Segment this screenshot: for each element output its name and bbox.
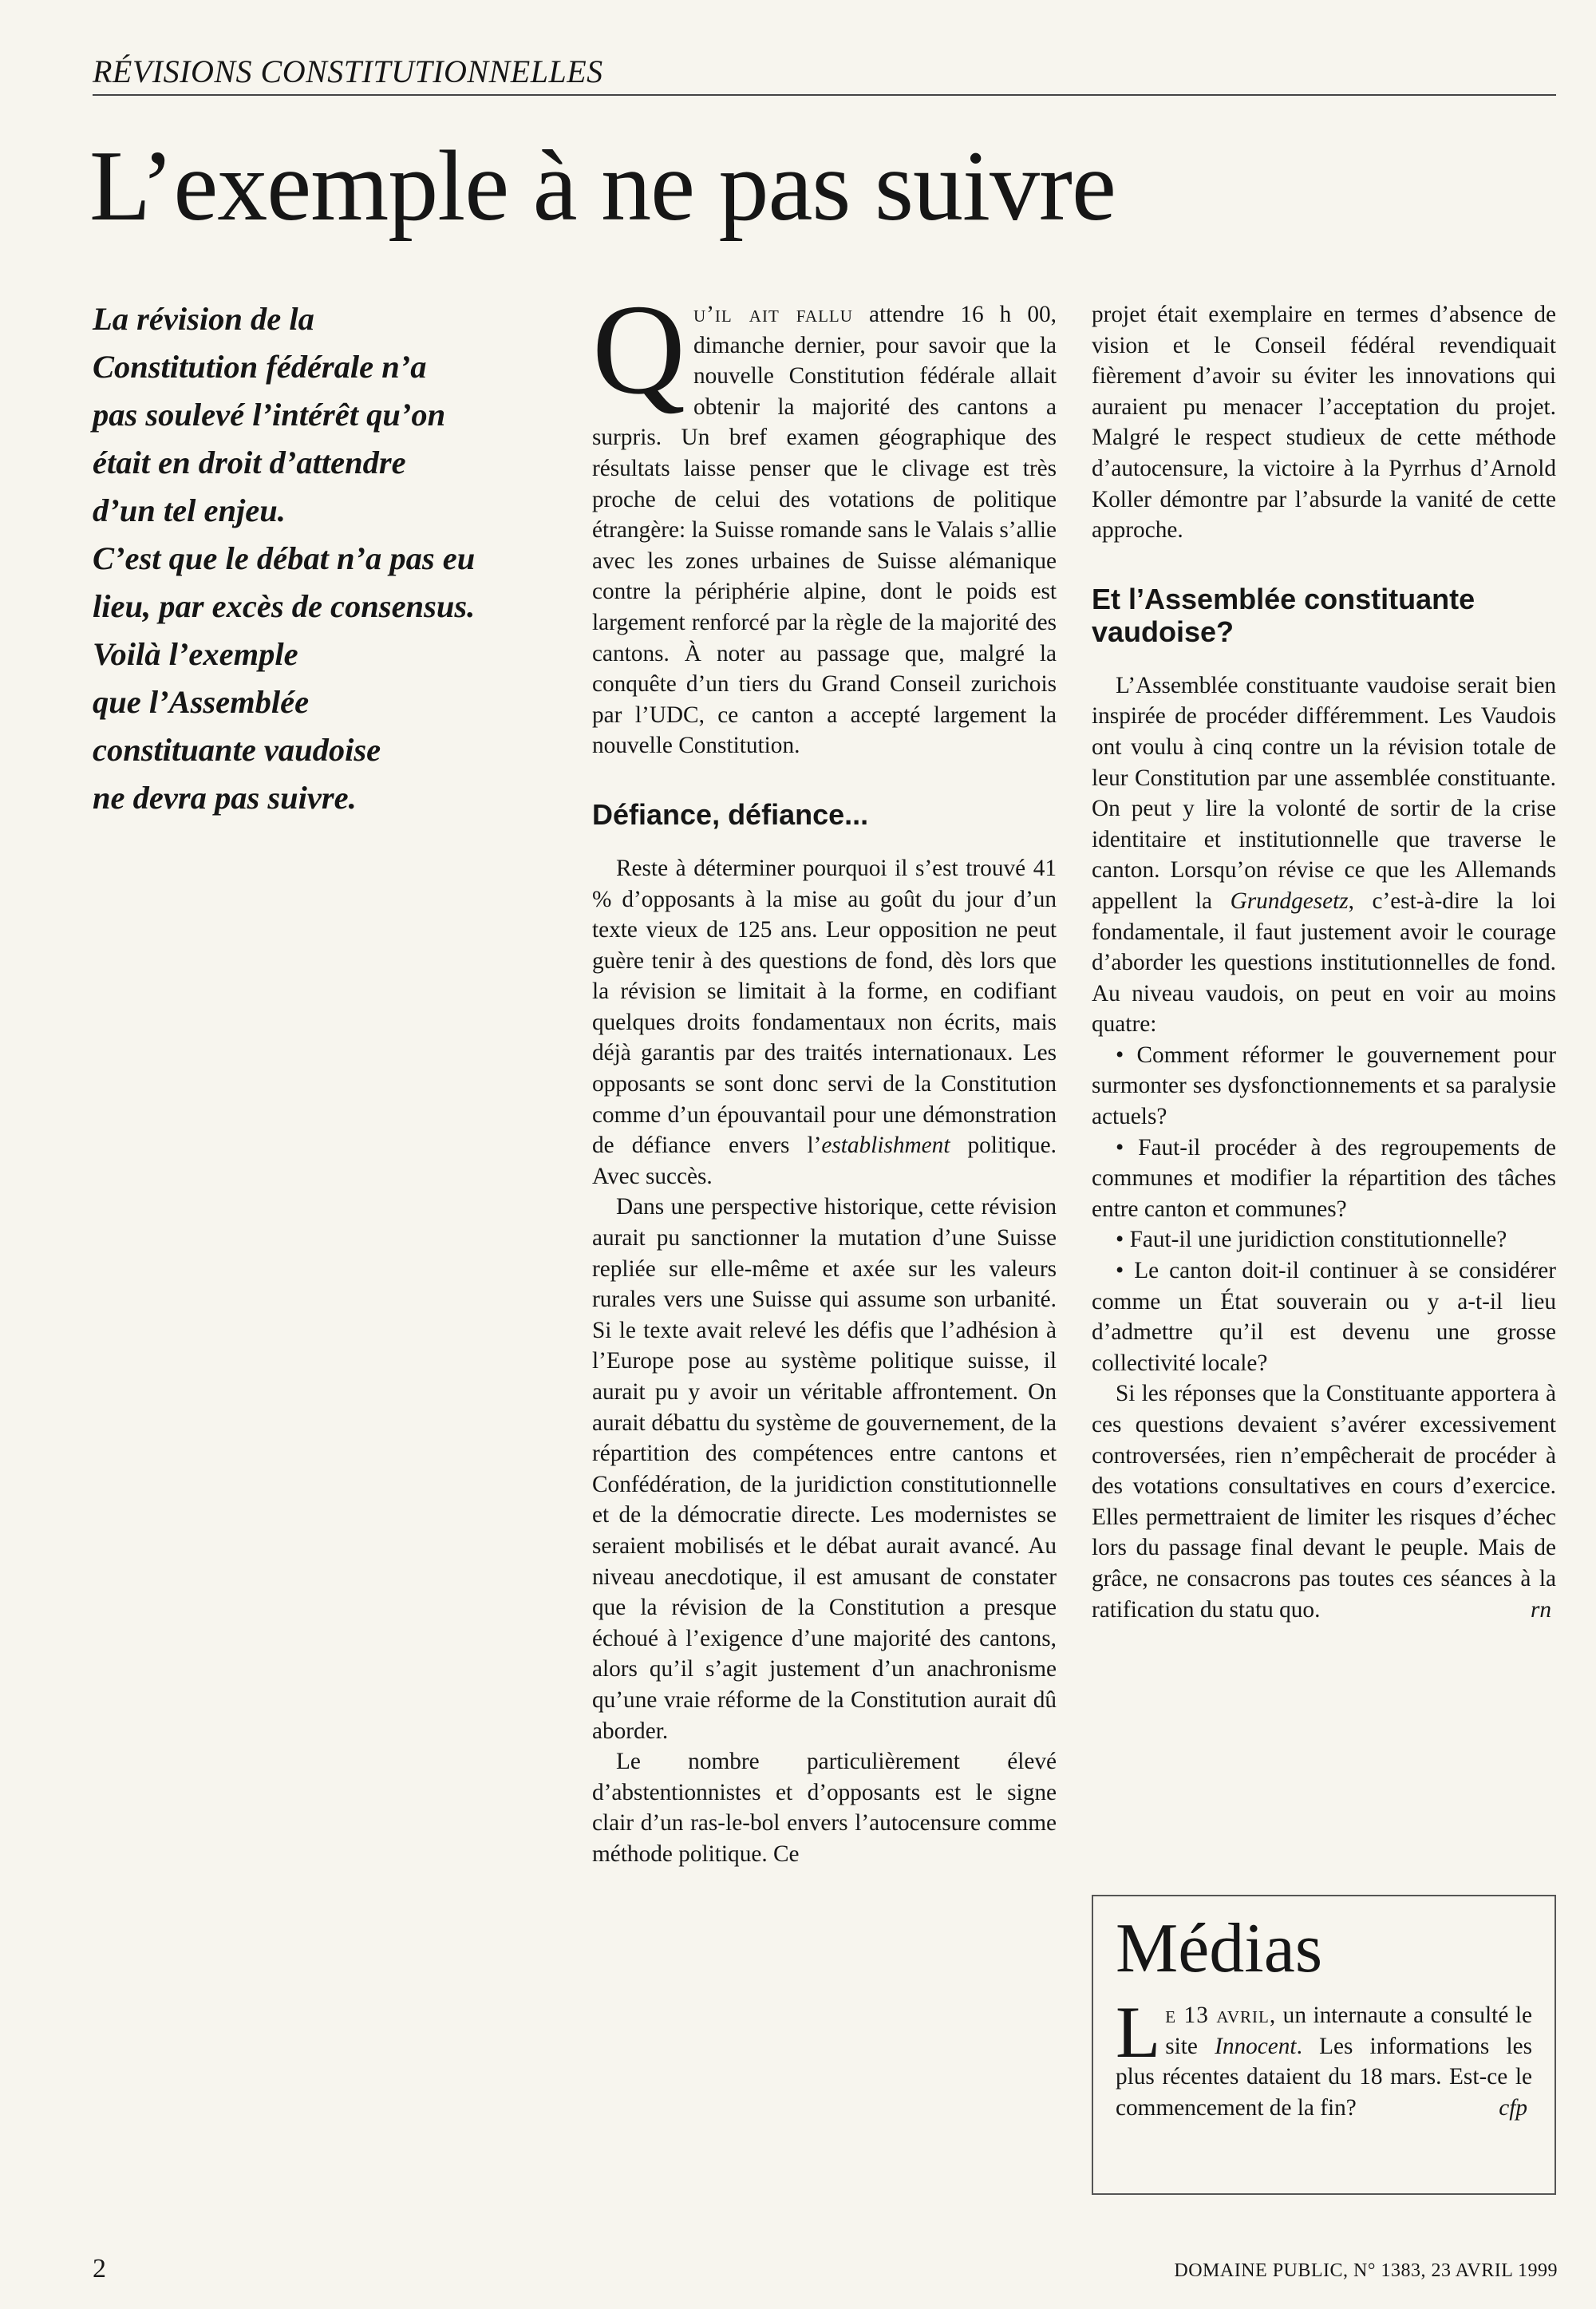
body-paragraph: [1092, 670, 1556, 1040]
bullet-item: • Faut-il une juridiction constitutionnelle?: [1116, 1227, 1507, 1253]
text-run: un internaute a consulté le site: [1165, 2003, 1532, 2059]
text-run: politique. Avec succès.: [592, 1133, 1057, 1189]
subheading-defiance: Défiance, défiance...: [592, 797, 869, 831]
lead-smallcaps: u’il ait fallu: [693, 302, 853, 327]
subheading-assemblee: Et l’Assemblée constituante vaudoise?: [1092, 582, 1476, 648]
box-title: Médias: [1116, 1910, 1323, 1987]
article-column-1: [592, 279, 1057, 1870]
lead-paragraph: [592, 279, 1057, 761]
body-paragraph: [592, 853, 1057, 1192]
standfirst-line: Voilà l’exemple: [93, 636, 298, 672]
body-paragraph: projet était exemplaire en termes d’absence de vision et le Conseil fédéral revendiquait fièrement d’avoir su éviter les innovations qui auraient pu menacer l’acceptation du projet. Malgré le respect studieux de cette méthode d’autocensure, la victoire à la Pyrrhus d’Arnold Koller démontre par l’absurde la vanité de cette approche.: [1092, 302, 1556, 544]
standfirst-line: Constitution fédérale n’a: [93, 349, 427, 385]
text-run: Si les réponses que la Constituante apportera à ces questions devaient s’avérer excessivement controversées, rien n’empêcherait de procéder à des votations consultatives en cours d’exercice. Elles permettraient de limiter les risques d’échec lors du passage final devant le peuple. Mais de grâce, ne consacrons pas toutes ces séances à la ratification du statu quo.: [1092, 1381, 1556, 1623]
standfirst-line: d’un tel enjeu.: [93, 492, 286, 528]
text-run-italic: Grundgesetz: [1230, 888, 1349, 914]
text-run: , c’est-à-dire la loi fondamentale, il faut justement avoir le courage d’aborder les questions institutionnelles de fond. Au niveau vaudois, on peut en voir au moins quatre:: [1092, 888, 1556, 1038]
standfirst-line: que l’Assemblée: [93, 684, 310, 720]
section-rubric: RÉVISIONS CONSTITUTIONNELLES: [93, 53, 603, 89]
article-standfirst: [93, 295, 587, 822]
text-run: Reste à déterminer pourquoi il s’est trouvé 41 % d’opposants à la mise au goût du jour d’un texte vieux de 125 ans. Leur opposition ne peut guère tenir à des questions de fond, dès lors que la révision se limitait à la forme, en codifiant quelques droits fondamentaux non écrits, mais déjà garantis par des traités internationaux. Les opposants se sont donc servi de la Constitution comme d’un épouvantail pour une démonstration de défiance envers l’: [592, 855, 1057, 1159]
bullet-item: • Comment réformer le gouvernement pour surmonter ses dysfonctionnements et sa paralysie actuels?: [1092, 1042, 1556, 1130]
standfirst-line: C’est que le débat n’a pas eu: [93, 540, 476, 576]
body-paragraph: [1092, 1378, 1556, 1625]
drop-cap: L: [1116, 1991, 1161, 2073]
medias-box: [1092, 1895, 1556, 2195]
standfirst-line: La révision de la: [93, 301, 314, 337]
bullet-item: • Faut-il procéder à des regroupements de communes et modifier la répartition des tâches entre canton et communes?: [1092, 1134, 1556, 1222]
lead-smallcaps: e 13 avril,: [1165, 2003, 1277, 2028]
box-paragraph: [1116, 1991, 1533, 2123]
text-run: L’Assemblée constituante vaudoise serait bien inspirée de procéder différemment. Les Vaudois ont voulu à cinq contre un la révision totale de leur Constitution par une assemblée constituante. On peut y lire la volonté de sortir de la crise identitaire et institutionnelle que traverse le canton. Lorsqu’on révise ce que les Allemands appellent la: [1092, 672, 1556, 914]
standfirst-line: était en droit d’attendre: [93, 445, 406, 480]
publication-masthead: DOMAINE PUBLIC, N° 1383, 23 AVRIL 1999: [1174, 2260, 1558, 2281]
standfirst-line: lieu, par excès de consensus.: [93, 588, 476, 624]
rubric-divider: [93, 94, 1556, 96]
lead-text: attendre 16 h 00, dimanche dernier, pour savoir que la nouvelle Constitution fédérale allait obtenir la majorité des cantons a surpris. Un bref examen géographique des résultats laisse penser que le clivage est très proche de celui des votations de politique étrangère: la Suisse romande sans le Valais s’allie avec les zones urbaines de Suisse alémanique contre la périphérie alpine, dont le poids est largement renforcé par la règle de la majorité des cantons. À noter au passage que, malgré la conquête d’un tiers du Grand Conseil zurichois par l’UDC, ce canton a accepté largement la nouvelle Constitution.: [592, 302, 1057, 759]
text-run-italic: establishment: [821, 1133, 950, 1159]
page-number: 2: [93, 2254, 106, 2283]
standfirst-line: ne devra pas suivre.: [93, 780, 357, 816]
article-headline: L’exemple à ne pas suivre: [89, 131, 1116, 242]
text-run: . Les informations les plus récentes dataient du 18 mars. Est-ce le commencement de la fin?: [1116, 2033, 1533, 2121]
standfirst-line: pas soulevé l’intérêt qu’on: [93, 397, 446, 433]
drop-cap: Q: [592, 279, 685, 421]
bullet-item: • Le canton doit-il continuer à se considérer comme un État souverain ou y a-t-il lieu d’admettre qu’il est devenu une grosse collectivité locale?: [1092, 1258, 1556, 1376]
standfirst-line: constituante vaudoise: [93, 732, 381, 768]
article-column-2: [1092, 299, 1556, 1625]
text-run-italic: Innocent: [1215, 2033, 1297, 2059]
author-signature: rn: [1530, 1596, 1551, 1623]
body-paragraph: Le nombre particulièrement élevé d’abstentionnistes et d’opposants est le signe clair d’un ras-le-bol envers l’autocensure comme méthode politique. Ce: [592, 1749, 1057, 1867]
body-paragraph: Dans une perspective historique, cette révision aurait pu sanctionner la mutation d’une Suisse repliée sur elle-même et axée sur les valeurs rurales vers une Suisse qui assume son urbanité. Si le texte avait relevé les défis que l’adhésion à l’Europe pose au système politique suisse, il aurait pu y avoir un véritable affrontement. On aurait débattu du système de gouvernement, de la répartition des compétences entre cantons et Confédération, de la juridiction constitutionnelle et de la démocratie directe. Les modernistes se seraient mobilisés et le débat aurait avancé. Au niveau anecdotique, il est amusant de constater que la révision de la Constitution a presque échoué à l’exigence d’une majorité des cantons, alors qu’il s’agit justement d’un anachronisme qu’une vraie réforme de la Constitution aurait dû aborder.: [592, 1194, 1057, 1744]
box-signature: cfp: [1499, 2094, 1527, 2121]
